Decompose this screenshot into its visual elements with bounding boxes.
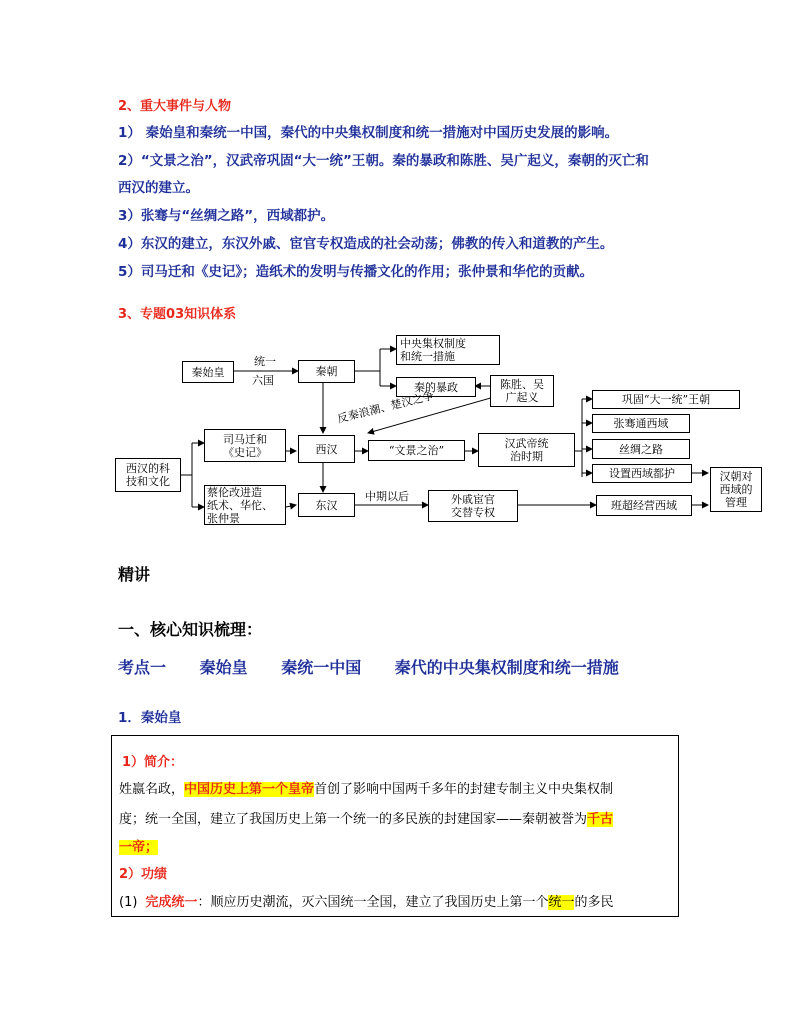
box-simaqian <box>204 429 286 462</box>
box-gonggu <box>592 390 740 409</box>
box-hanwudi-line1: 汉武帝统 <box>504 437 549 450</box>
section2-item-1: 1） 秦始皇和秦统一中国，秦代的中央集权制度和统一措施对中国历史发展的影响。 <box>118 125 619 141</box>
box-zhangqian-label: 张骞通西域 <box>613 417 669 430</box>
section2-item-2-cont: 西汉的建立。 <box>118 180 199 196</box>
section2-item-5: 5）司马迁和《史记》；造纸术的发明与传播文化的作用；张仲景和华佗的贡献。 <box>118 264 594 280</box>
content-panel <box>111 735 679 917</box>
gongji-line-1-num: (1) <box>119 895 138 910</box>
intro-line-1-highlight: 中国历史上第一个皇帝 <box>184 782 315 797</box>
box-wenjing <box>368 440 465 461</box>
box-sichou-label: 丝绸之路 <box>619 442 663 456</box>
intro-line-1-post: 首创了影响中国两千多年的封建专制主义中央集权制 <box>314 782 614 797</box>
box-waiqi-line2: 交替专权 <box>451 506 495 519</box>
box-zhongyang-line1: 中央集权制度 <box>400 337 466 350</box>
label-zhongqi: 中期以后 <box>365 490 409 503</box>
section3-heading: 3、专题03知识体系 <box>118 307 237 322</box>
core-title: 一、核心知识梳理： <box>118 620 263 639</box>
section2-item-3: 3）张骞与“丝绸之路”，西域都护。 <box>118 208 335 224</box>
kaodian-topic-3: 秦代的中央集权制度和统一措施 <box>394 658 619 677</box>
section2-item-4: 4）东汉的建立，东汉外戚、宦官专权造成的社会动荡；佛教的传入和道教的产生。 <box>118 236 614 252</box>
box-banchao-label: 班超经营西域 <box>611 499 677 512</box>
intro-label: 1）简介： <box>122 755 184 770</box>
intro-line-1-pre: 姓嬴名政， <box>119 782 185 797</box>
gongji-line-1-red: 完成统一 <box>145 895 198 910</box>
box-qinchao <box>298 360 355 383</box>
box-hanwudi <box>478 433 575 467</box>
box-shezhi-label: 设置西域都护 <box>609 467 675 480</box>
box-xihan-keji-line2: 技和文化 <box>126 475 170 488</box>
jingjiang-title: 精讲 <box>118 565 151 584</box>
box-baozheng-label: 秦的暴政 <box>414 380 458 394</box>
kaodian-topic-1: 秦始皇 <box>199 658 248 677</box>
sub-heading-qinshihuang: 1．秦始皇 <box>118 710 182 726</box>
box-zhangqian <box>592 414 690 433</box>
box-cailun-line2: 纸术、华佗、 <box>207 498 273 512</box>
box-xihan-keji-line1: 西汉的科 <box>126 462 170 475</box>
box-hanchao-line1: 汉朝对 <box>719 470 753 483</box>
box-qinshihuang-label: 秦始皇 <box>191 365 225 379</box>
box-chensheng <box>490 375 554 407</box>
box-donghan-label: 东汉 <box>315 498 338 512</box>
box-shezhi <box>592 464 692 483</box>
intro-line-2 <box>119 808 613 827</box>
box-cailun-line3: 张仲景 <box>207 511 240 525</box>
box-hanwudi-line2: 治时期 <box>510 450 543 463</box>
box-chensheng-line2: 广起义 <box>505 391 539 404</box>
label-tongyi: 统一 <box>254 355 276 368</box>
intro-line-3-highlight: 一帝； <box>119 840 159 855</box>
box-cailun-line1: 蔡伦改进造 <box>207 485 262 499</box>
kaodian-line <box>118 655 647 678</box>
section2-item-2: 2）“文景之治”，汉武帝巩固“大一统”王朝。秦的暴政和陈胜、吴广起义，秦朝的灭亡和 <box>118 153 649 169</box>
box-simaqian-line1: 司马迁和 <box>223 432 267 446</box>
box-waiqi <box>428 490 518 522</box>
box-hanchao-line2: 西域的 <box>719 483 753 496</box>
box-hanchao <box>710 467 762 512</box>
box-sichou <box>592 439 690 459</box>
label-fanqin: 反秦浪潮、楚汉之争 <box>336 389 436 426</box>
intro-line-2-highlight: 千古 <box>587 812 614 827</box>
gongji-label: 2）功绩 <box>119 867 168 882</box>
gongji-line-1-mid: ：顺应历史潮流，灭六国统一全国，建立了我国历史上第一个 <box>197 895 549 910</box>
label-liuguo: 六国 <box>252 374 274 387</box>
kaodian-label: 考点一 <box>118 658 167 677</box>
intro-line-1 <box>119 778 613 797</box>
box-hanchao-line3: 管理 <box>725 496 747 509</box>
gongji-line-1-highlight: 统一 <box>548 895 575 910</box>
gongji-line-1-post: 的多民 <box>574 895 614 910</box>
box-qinshihuang <box>182 361 234 383</box>
box-donghan <box>298 493 355 517</box>
box-zhongyang-line2: 和统一措施 <box>400 350 455 363</box>
kaodian-topic-2: 秦统一中国 <box>281 658 362 677</box>
box-zhongyang <box>396 335 500 365</box>
box-banchao <box>596 495 692 516</box>
intro-line-3 <box>119 836 158 855</box>
box-gonggu-label: 巩固“大一统”王朝 <box>621 393 711 406</box>
box-xihan-keji <box>115 458 181 492</box>
box-xihan <box>298 435 355 463</box>
intro-line-2-pre: 度；统一全国，建立了我国历史上第一个统一的多民族的封建国家——秦朝被誉为 <box>119 812 588 827</box>
section2-heading: 2、重大事件与人物 <box>118 99 232 114</box>
gongji-line-1 <box>119 891 613 910</box>
box-simaqian-line2: 《史记》 <box>223 445 267 459</box>
box-waiqi-line1: 外戚宦官 <box>451 493 495 506</box>
box-wenjing-label: “文景之治” <box>388 444 445 457</box>
box-qinchao-label: 秦朝 <box>315 365 338 378</box>
knowledge-diagram <box>110 325 770 525</box>
box-xihan-label: 西汉 <box>315 442 338 456</box>
box-chensheng-line1: 陈胜、吴 <box>500 378 544 391</box>
box-cailun <box>204 485 286 525</box>
